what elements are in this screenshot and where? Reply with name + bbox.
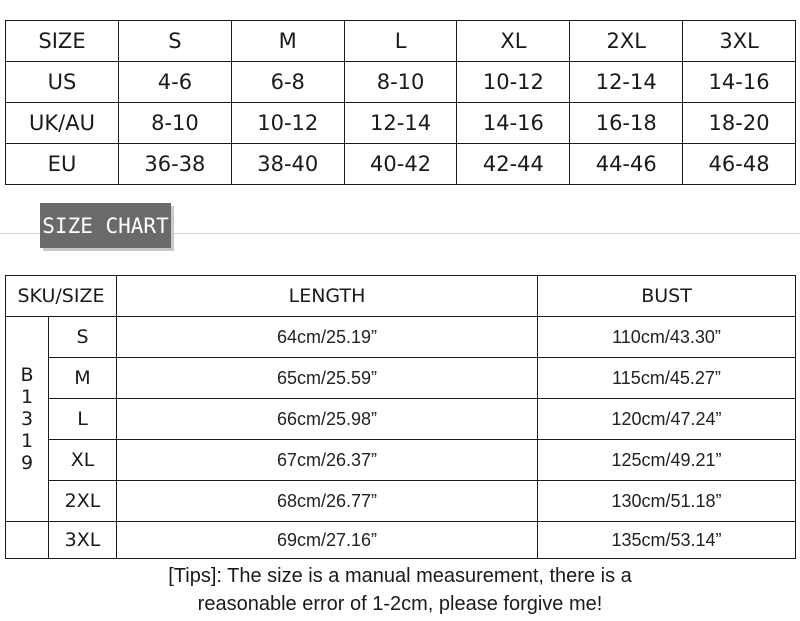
bust-cell: 110cm/43.30” bbox=[538, 317, 796, 358]
sku-measurement-table bbox=[5, 275, 796, 559]
tips-note bbox=[0, 562, 800, 618]
table-row bbox=[6, 62, 796, 103]
header-cell: L bbox=[344, 21, 457, 62]
length-cell: 68cm/26.77” bbox=[117, 481, 538, 522]
table-row bbox=[6, 103, 796, 144]
bust-cell: 125cm/49.21” bbox=[538, 440, 796, 481]
table-cell: 4-6 bbox=[119, 62, 232, 103]
row-label: EU bbox=[6, 144, 119, 185]
length-cell: 69cm/27.16” bbox=[117, 522, 538, 559]
table-cell: 42-44 bbox=[457, 144, 570, 185]
size-cell: 2XL bbox=[49, 481, 117, 522]
table-row bbox=[6, 522, 796, 559]
table-row bbox=[6, 144, 796, 185]
table-row bbox=[6, 358, 796, 399]
table-row bbox=[6, 481, 796, 522]
sku-cell bbox=[6, 317, 49, 522]
empty-sku-cell bbox=[6, 522, 49, 559]
header-cell: 3XL bbox=[683, 21, 796, 62]
table-row bbox=[6, 399, 796, 440]
size-cell: L bbox=[49, 399, 117, 440]
table-row bbox=[6, 317, 796, 358]
header-cell-length: LENGTH bbox=[117, 276, 538, 317]
header-cell: S bbox=[119, 21, 232, 62]
table-cell: 44-46 bbox=[570, 144, 683, 185]
table-cell: 6-8 bbox=[231, 62, 344, 103]
tips-line-2: reasonable error of 1-2cm, please forgive me! bbox=[197, 593, 603, 615]
header-cell: XL bbox=[457, 21, 570, 62]
table-cell: 12-14 bbox=[344, 103, 457, 144]
row-label: UK/AU bbox=[6, 103, 119, 144]
table-cell: 8-10 bbox=[119, 103, 232, 144]
size-cell: XL bbox=[49, 440, 117, 481]
bust-cell: 115cm/45.27” bbox=[538, 358, 796, 399]
size-conversion-table bbox=[5, 20, 796, 185]
table-cell: 10-12 bbox=[457, 62, 570, 103]
length-cell: 66cm/25.98” bbox=[117, 399, 538, 440]
header-cell-bust: BUST bbox=[538, 276, 796, 317]
tips-line-1: [Tips]: The size is a manual measurement, there is a bbox=[168, 565, 632, 587]
bust-cell: 135cm/53.14” bbox=[538, 522, 796, 559]
length-cell: 67cm/26.37” bbox=[117, 440, 538, 481]
table-cell: 10-12 bbox=[231, 103, 344, 144]
header-cell: 2XL bbox=[570, 21, 683, 62]
table-cell: 8-10 bbox=[344, 62, 457, 103]
size-chart-banner: SIZE CHART bbox=[40, 203, 171, 248]
row-label: US bbox=[6, 62, 119, 103]
bust-cell: 120cm/47.24” bbox=[538, 399, 796, 440]
table-cell: 18-20 bbox=[683, 103, 796, 144]
table-cell: 36-38 bbox=[119, 144, 232, 185]
table-header-row bbox=[6, 276, 796, 317]
table-cell: 40-42 bbox=[344, 144, 457, 185]
table-row bbox=[6, 440, 796, 481]
table-cell: 38-40 bbox=[231, 144, 344, 185]
size-cell: M bbox=[49, 358, 117, 399]
sku-code: B1319 bbox=[20, 364, 34, 474]
bust-cell: 130cm/51.18” bbox=[538, 481, 796, 522]
header-cell: M bbox=[231, 21, 344, 62]
header-cell-sku-size: SKU/SIZE bbox=[6, 276, 117, 317]
size-cell: 3XL bbox=[49, 522, 117, 559]
table-cell: 12-14 bbox=[570, 62, 683, 103]
length-cell: 65cm/25.59” bbox=[117, 358, 538, 399]
size-cell: S bbox=[49, 317, 117, 358]
table-cell: 46-48 bbox=[683, 144, 796, 185]
table-header-row bbox=[6, 21, 796, 62]
table-cell: 14-16 bbox=[457, 103, 570, 144]
length-cell: 64cm/25.19” bbox=[117, 317, 538, 358]
table-cell: 14-16 bbox=[683, 62, 796, 103]
table-cell: 16-18 bbox=[570, 103, 683, 144]
header-cell: SIZE bbox=[6, 21, 119, 62]
